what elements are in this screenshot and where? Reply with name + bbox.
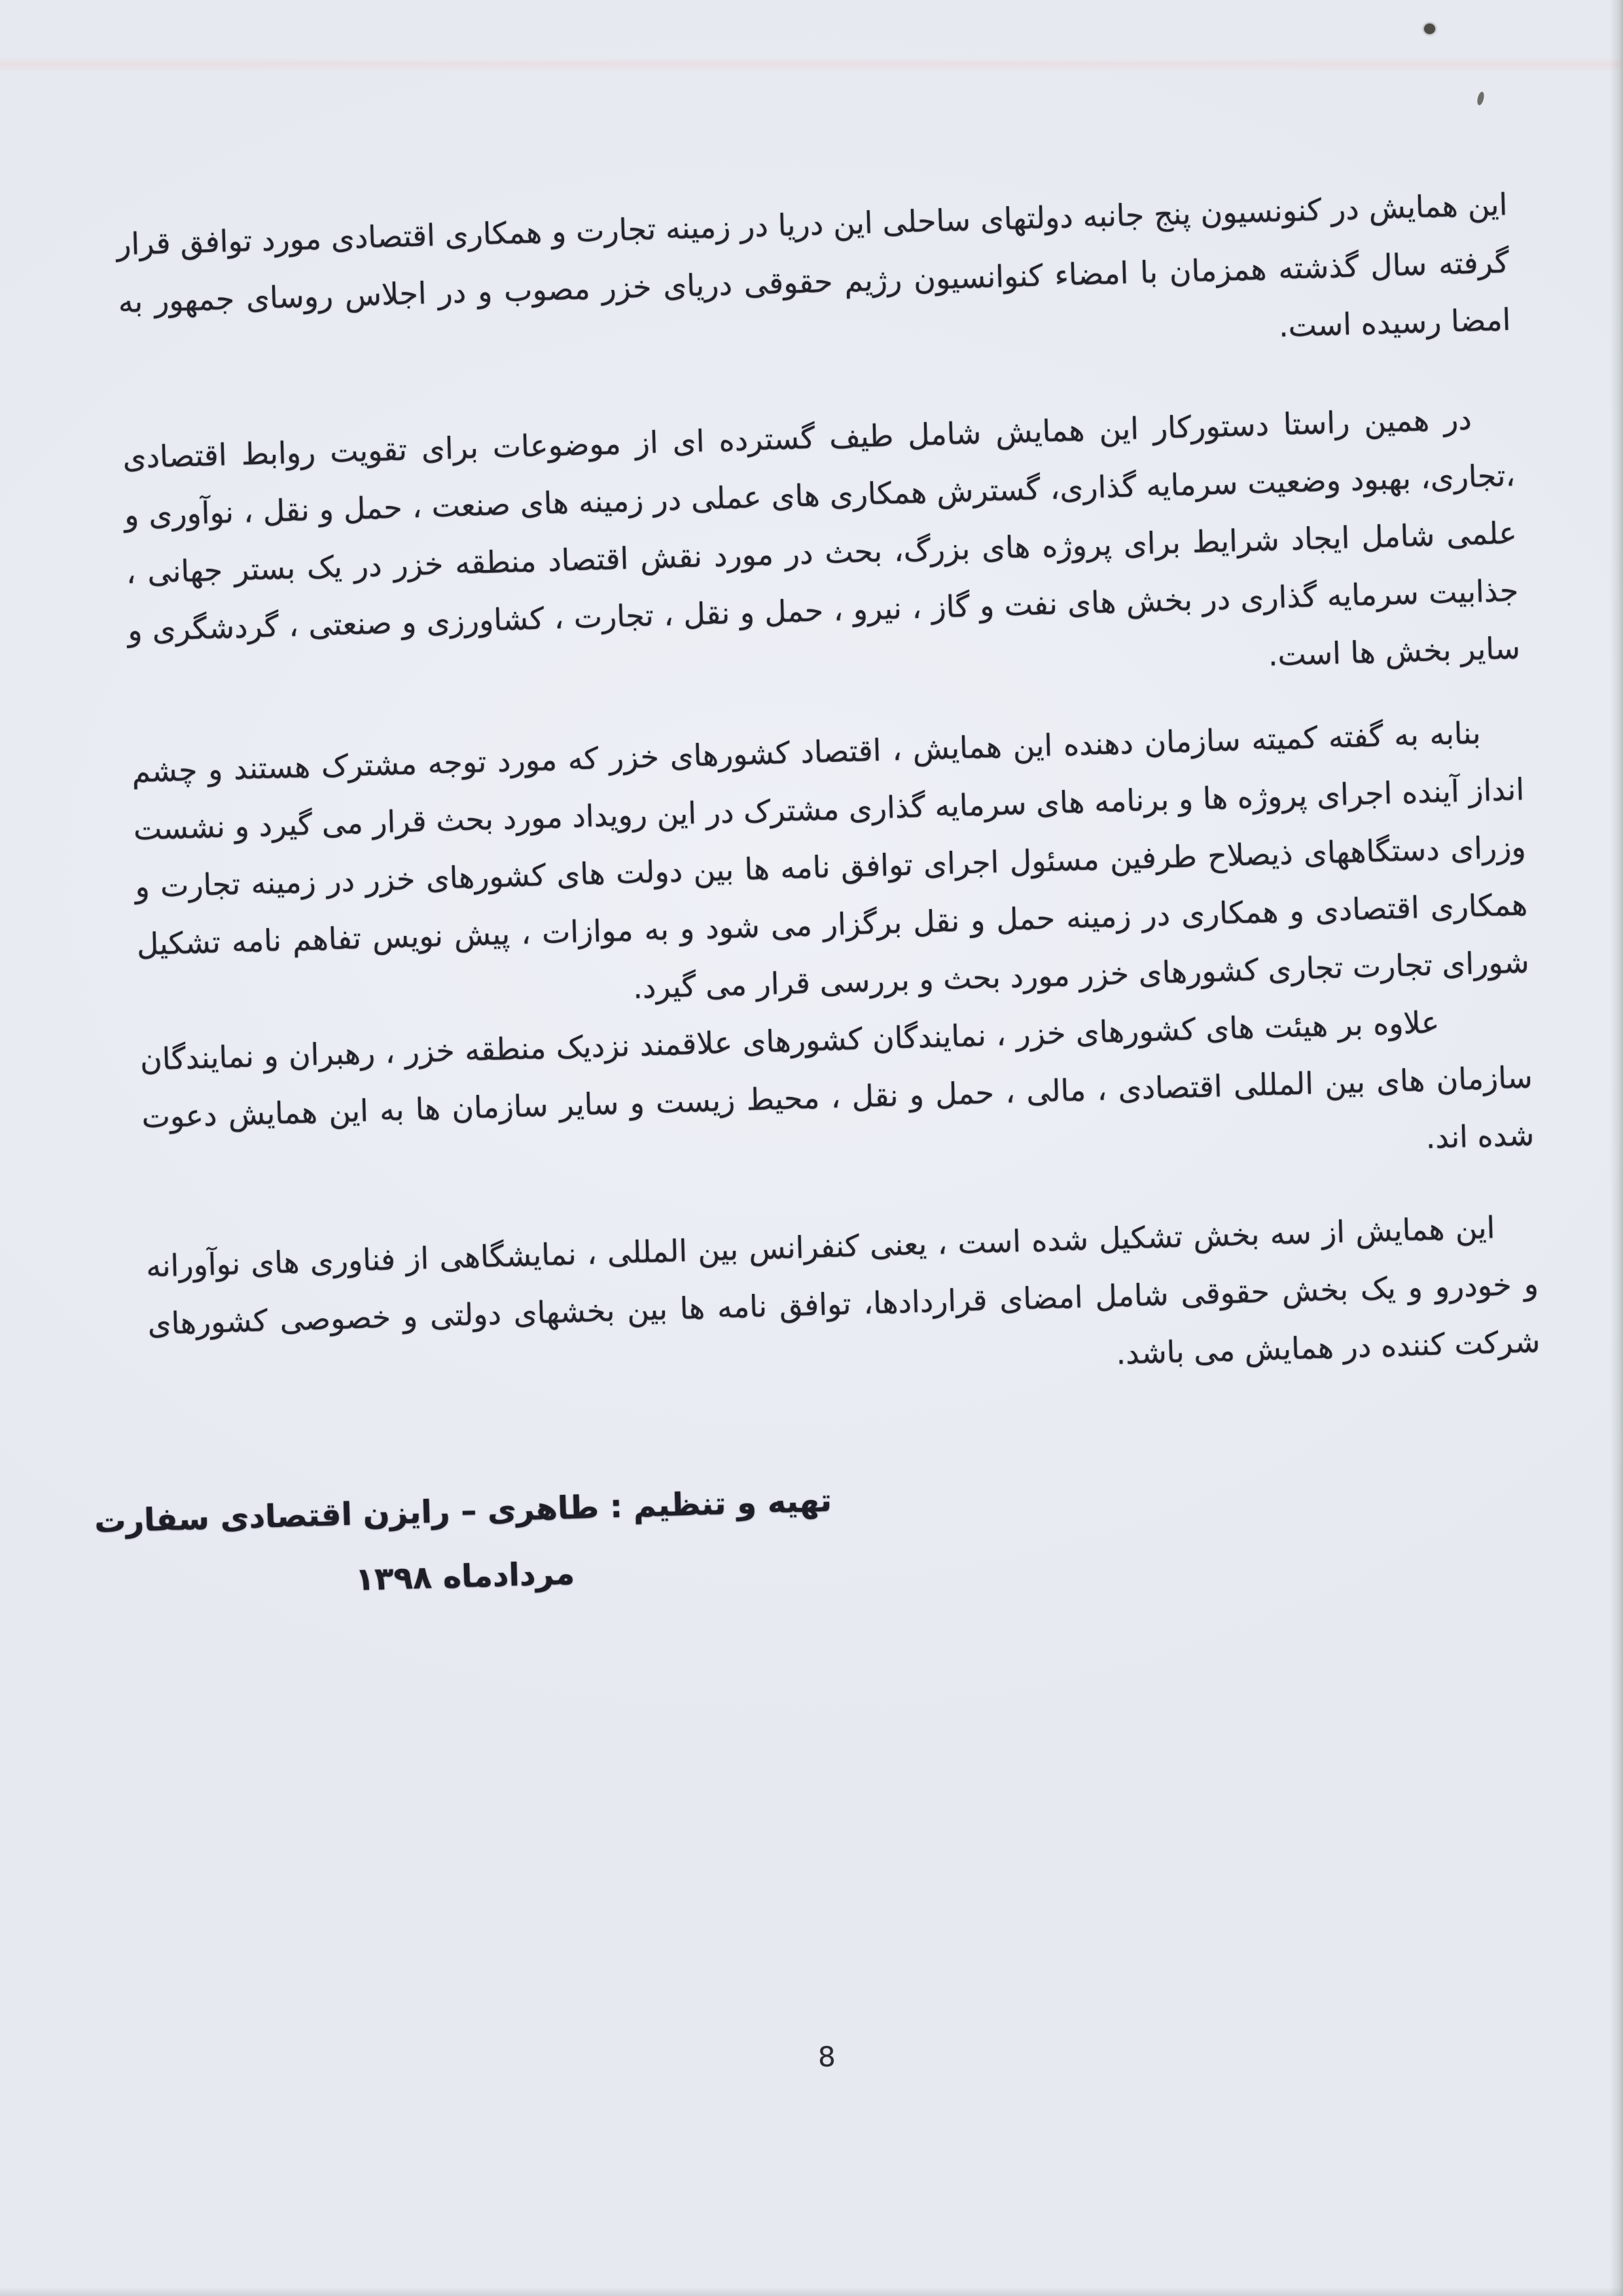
body-paragraph: این همایش از سه بخش تشکیل شده است ، یعنی کنفرانس بین المللی ، نمایشگاهی از فناوری های نوآورانه و خودرو و یک بخش حقوقی شامل امضای قراردادها، توافق نامه ها بین بخشهای دولتی و خصوصی کشورهای شرکت کننده در همایش می باشد. <box>145 1210 1541 1371</box>
signature-block <box>94 1468 834 1620</box>
report-date: مردادماه ۱۳۹۸ <box>355 1554 575 1598</box>
scan-speck <box>1424 24 1435 34</box>
scan-artifact-band <box>0 58 1623 72</box>
prepared-by-line: تهیه و تنظیم : طاهری – رایزن اقتصادی سفارت <box>94 1482 832 1540</box>
body-paragraph: علاوه بر هیئت های کشورهای خزر ، نمایندگان کشورهای علاقمند نزدیک منطقه خزر ، رهبران و نمایندگان سازمان های بین المللی اقتصادی ، مالی ، حمل و نقل ، محیط زیست و سایر سازمان ها به این همایش دعوت شده اند. <box>139 1004 1535 1156</box>
body-paragraph: این همایش در کنونسیون پنج جانبه دولتهای ساحلی این دریا در زمینه تجارت و همکاری اقتصادی مورد توافق قرار گرفته سال گذشته همزمان با امضاء کنوانسیون رژیم حقوقی دریای خزر مصوب و در اجلاس روسای جمهور به امضا رسیده است. <box>116 186 1512 344</box>
page-number: 8 <box>817 2040 836 2073</box>
scan-edge-shadow-bottom <box>0 2287 1623 2296</box>
body-paragraph: بنابه به گفته کمیته سازمان دهنده این همایش ، اقتصاد کشورهای خزر که مورد توجه مشترک هستند و چشم انداز آینده اجرای پروژه ها و برنامه های سرمایه گذاری مشترک در این رویداد مورد بحث قرار می گیرد و نشست وزرای دستگاههای ذیصلاح طرفین مسئول اجرای توافق نامه ها بین دولت های کشورهای خزر در زمینه تجارت و همکاری اقتصادی و همکاری در زمینه حمل و نقل برگزار می شود و به موازات ، پیش نویس تفاهم نامه تشکیل شورای تجارت تجاری کشورهای خزر مورد بحث و بررسی قرار می گیرد. <box>131 715 1530 1005</box>
body-paragraph: در همین راستا دستورکار این همایش شامل طیف گسترده ای از موضوعات برای تقویت روابط اقتصادی ،تجاری، بهبود وضعیت سرمایه گذاری، گسترش همکاری های عملی در زمینه های صنعت ، حمل و نقل ، نوآوری و علمی شامل ایجاد شرایط برای پروژه های بزرگ، بحث در مورد نقش اقتصاد منطقه خزر در یک بستر جهانی ، جذابیت سرمایه گذاری در بخش های نفت و گاز ، نیرو ، حمل و نقل ، تجارت ، کشاورزی و صنعتی ، گردشگری و سایر بخش ها است. <box>122 401 1521 673</box>
scan-edge-shadow-right <box>1610 0 1623 2296</box>
scan-speck <box>1476 91 1486 106</box>
document-body <box>94 175 1547 1618</box>
